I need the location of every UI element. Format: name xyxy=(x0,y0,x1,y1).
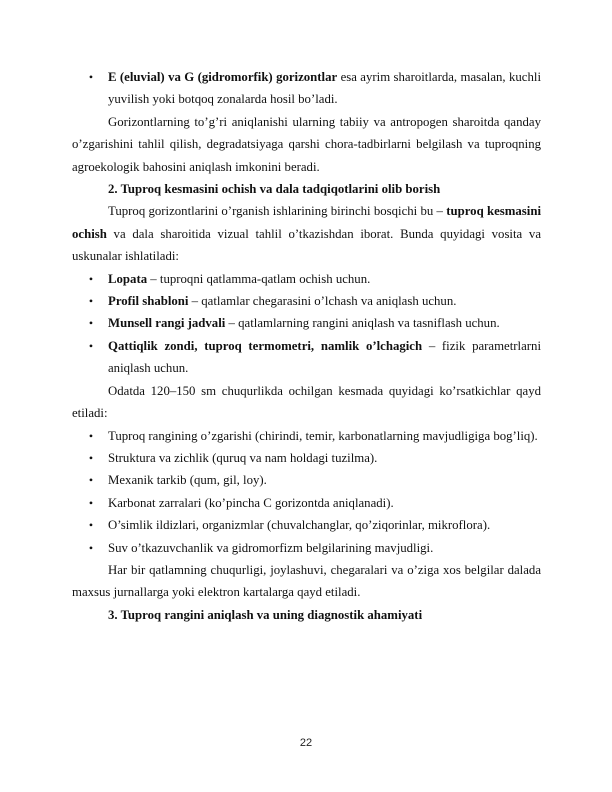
para-2-text-a: Tuproq gorizontlarini o’rganish ishlarining birinchi bosqichi bu – xyxy=(108,204,447,219)
para-2-bold: tuproq kesmasini ochish xyxy=(72,204,542,241)
section-heading-2: 2. Tuproq kesmasini ochish va dala tadqiqotlarini olib borish xyxy=(108,182,441,197)
bullet-icon: • xyxy=(88,316,94,331)
list-item-indicator xyxy=(72,447,541,469)
bullet-icon: • xyxy=(88,518,94,533)
bullet-icon: • xyxy=(88,495,94,510)
tool-name: Qattiqlik zondi, tuproq termometri, namlik o’lchagich xyxy=(108,338,423,353)
item-e-bold: E (eluvial) va G (gidromorfik) gorizontlar xyxy=(108,70,338,84)
page-number: 22 xyxy=(299,737,313,749)
bullet-icon: • xyxy=(88,338,94,353)
tool-description: – tuproqni qatlamma-qatlam ochish uchun. xyxy=(147,271,371,286)
bullet-icon: • xyxy=(88,473,94,488)
list-item-indicator xyxy=(72,425,541,447)
bullet-icon: • xyxy=(88,294,94,309)
tool-name: Munsell rangi jadvali xyxy=(108,316,226,331)
indicator-text: Struktura va zichlik (quruq va nam holdagi tuzilma). xyxy=(108,450,378,465)
indicator-text: Mexanik tarkib (qum, gil, loy). xyxy=(108,473,267,488)
bullet-icon: • xyxy=(88,271,94,286)
list-item-indicator xyxy=(72,492,541,514)
para-2-text-b: va dala sharoitida vizual tahlil o’tkazishdan iborat. Bunda quyidagi vosita va uskunalar ishlatiladi: xyxy=(72,226,541,264)
paragraph-field-records: Har bir qatlamning chuqurligi, joylashuvi, chegaralari va o’ziga xos belgilar dalada maxsus jurnallarga yoki elektron kartalarga qayd etiladi. xyxy=(72,562,541,600)
paragraph-horizons-importance: Gorizontlarning to’g’ri aniqlanishi ularning tabiiy va antropogen sharoitda qanday o’zgarishini tahlil qilish, degradatsiyaga qarshi chora-tadbirlarni belgilash va tuproqning agroekologik bahosini aniqlash imkonini beradi. xyxy=(72,114,541,174)
list-item-indicator xyxy=(72,514,541,536)
list-item-e-horizons xyxy=(72,66,541,111)
bullet-icon: • xyxy=(88,70,94,84)
indicator-text: Karbonat zarralari (ko’pincha C gorizontda aniqlanadi). xyxy=(108,495,394,510)
list-item-tool xyxy=(72,335,541,380)
list-item-tool xyxy=(72,312,541,334)
list-item-tool xyxy=(72,268,541,290)
tool-description: – qatlamlar chegarasini o’lchash va aniqlash uchun. xyxy=(188,294,457,309)
indicator-text: Tuproq rangining o’zgarishi (chirindi, temir, karbonatlarning mavjudligiga bog’liq). xyxy=(108,428,538,443)
bullet-icon: • xyxy=(88,428,94,443)
paragraph-depth-indicators: Odatda 120–150 sm chuqurlikda ochilgan kesmada quyidagi ko’rsatkichlar qayd etiladi: xyxy=(72,383,541,421)
item-e-text: esa ayrim sharoitlarda, masalan, kuchli yuvilish yoki botqoq zonalarda hosil bo’ladi. xyxy=(108,70,541,107)
list-item-indicator xyxy=(72,469,541,491)
body-text xyxy=(72,66,541,626)
tool-description: – qatlamlarning rangini aniqlash va tasniflash uchun. xyxy=(225,316,500,331)
tool-name: Profil shabloni xyxy=(108,294,189,309)
paragraph-soil-profile xyxy=(72,200,541,267)
tool-description: – fizik parametrlarni aniqlash uchun. xyxy=(108,338,541,376)
indicator-text: O’simlik ildizlari, organizmlar (chuvalchanglar, qo’ziqorinlar, mikroflora). xyxy=(108,518,491,533)
bullet-icon: • xyxy=(88,450,94,465)
bullet-icon: • xyxy=(88,540,94,555)
list-item-tool xyxy=(72,290,541,312)
tool-name: Lopata xyxy=(108,271,148,286)
indicator-text: Suv o’tkazuvchanlik va gidromorfizm belgilarining mavjudligi. xyxy=(108,540,434,555)
list-item-indicator xyxy=(72,537,541,559)
section-heading-3: 3. Tuproq rangini aniqlash va uning diagnostik ahamiyati xyxy=(108,607,423,622)
